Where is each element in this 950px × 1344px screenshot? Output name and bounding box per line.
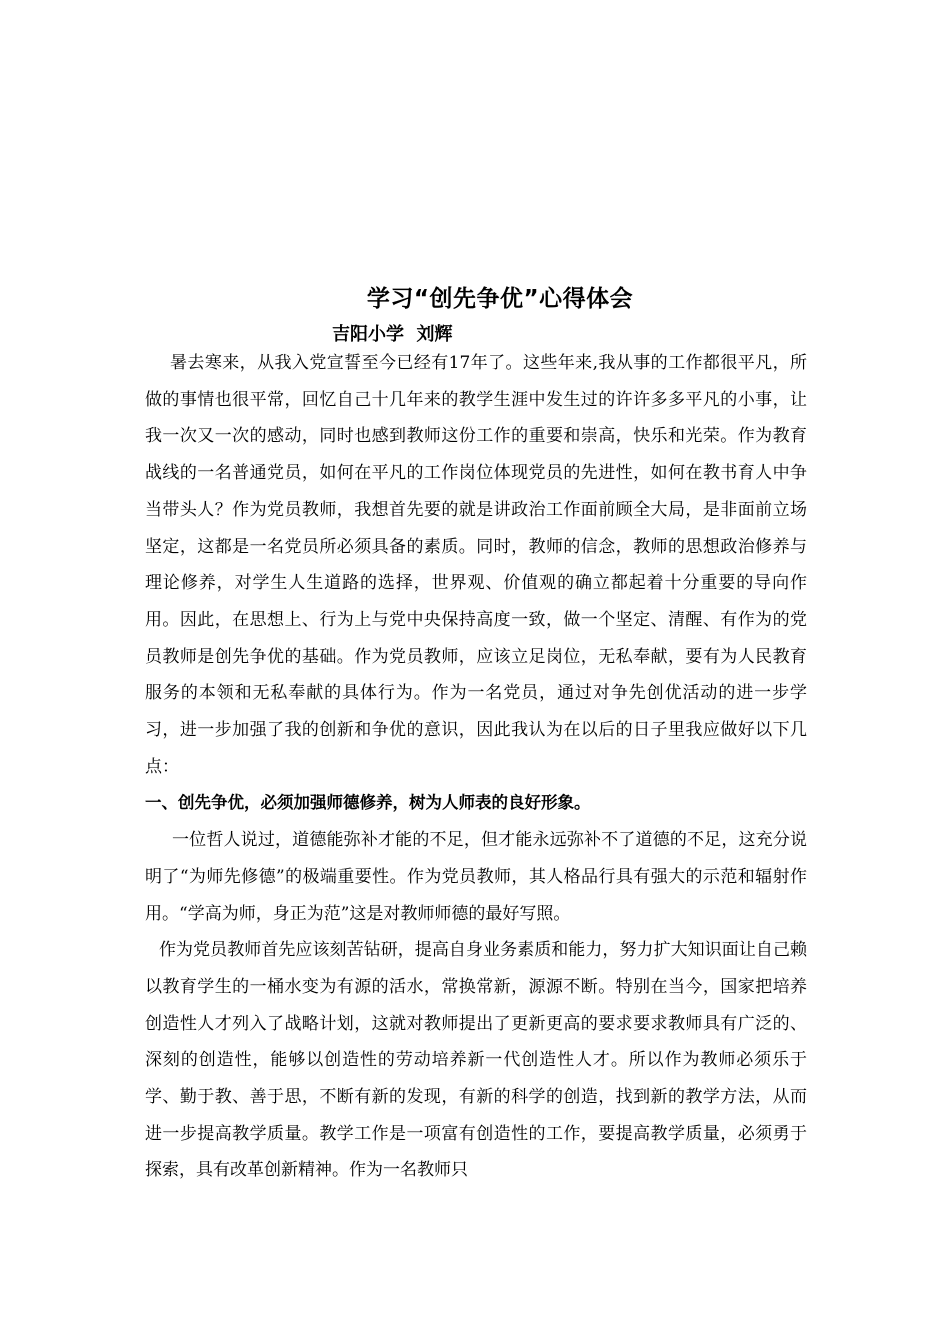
paragraph-intro: 暑去寒来，从我入党宣誓至今已经有17年了。这些年来,我从事的工作都很平凡，所做的事情也很平常，回忆自己十几年来的教学生涯中发生过的许许多多平凡的小事，让我一次又一次的感动，同时也感到教师这份工作的重要和崇高，快乐和光荣。作为教育战线的一名普通党员，如何在平凡的工作岗位体现党员的先进性，如何在教书育人中争当带头人？作为党员教师，我想首先要的就是讲政治工作面前顾全大局，是非面前立场坚定，这都是一名党员所必须具备的素质。同时，教师的信念，教师的思想政治修养与理论修养，对学生人生道路的选择，世界观、价值观的确立都起着十分重要的导向作用。因此，在思想上、行为上与党中央保持高度一致，做一个坚定、清醒、有作为的党员教师是创先争优的基础。作为党员教师，应该立足岗位，无私奉献，要有为人民教育服务的本领和无私奉献的具体行为。作为一名党员，通过对争先创优活动的进一步学习，进一步加强了我的创新和争优的意识，因此我认为在以后的日子里我应做好以下几点： [145,353,807,777]
document-body [145,345,807,1189]
paragraph-professional-growth: 作为党员教师首先应该刻苦钻研，提高自身业务素质和能力，努力扩大知识面让自己赖以教育学生的一桶水变为有源的活水，常换常新，源源不断。特别在当今，国家把培养创造性人才列入了战略计划，这就对教师提出了更新更高的要求要求教师具有广泛的、深刻的创造性，能够以创造性的劳动培养新一代创造性人才。所以作为教师必须乐于学、勤于教、善于思，不断有新的发现，有新的科学的创造，找到新的教学方法，从而进一步提高教学质量。教学工作是一项富有创造性的工作，要提高教学质量，必须勇于探索，具有改革创新精神。作为一名教师只 [145,940,807,1181]
section-heading: 一、创先争优，必须加强师德修养，树为人师表的良好形象。 [145,793,591,813]
document-title: 学习“创先争优”心得体会 [366,286,634,312]
paragraph-ethics: 一位哲人说过，道德能弥补才能的不足，但才能永远弥补不了道德的不足，这充分说明了“为师先修德”的极端重要性。作为党员教师，其人格品行具有强大的示范和辐射作用。“学高为师，身正为范”这是对教师师德的最好写照。 [145,830,807,924]
author-line: 吉阳小学 刘辉 [332,324,453,345]
